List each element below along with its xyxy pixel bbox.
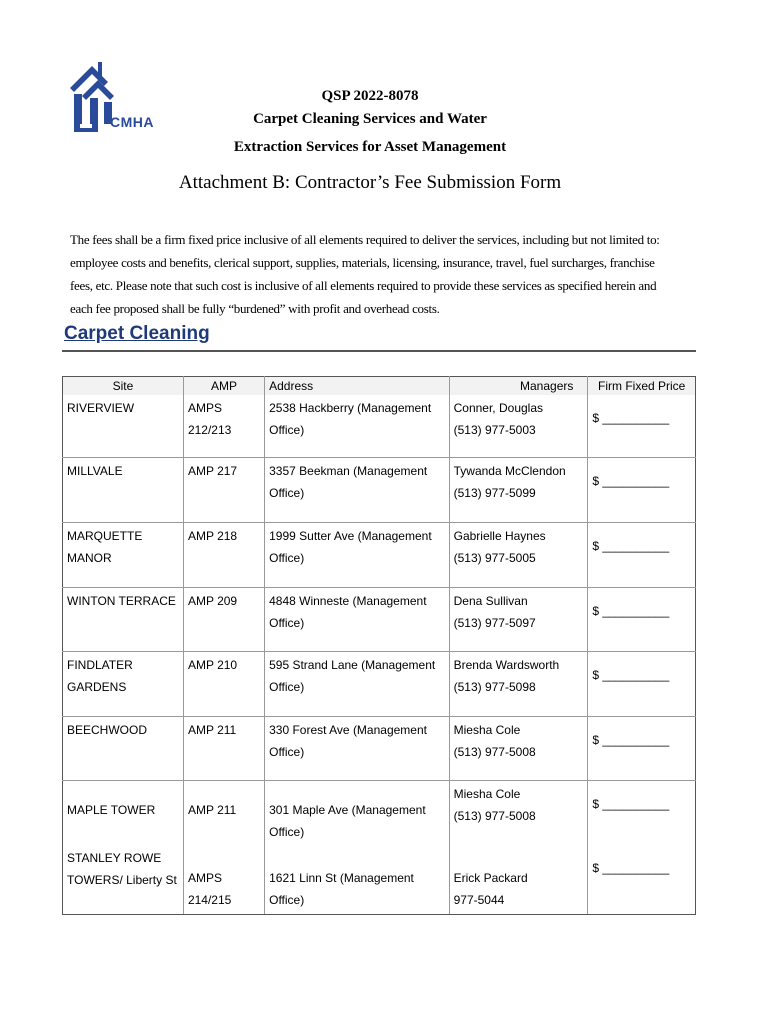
cell-address: 4848 Winneste (Management Office): [265, 587, 450, 651]
manager-phone: (513) 977-5099: [453, 485, 536, 500]
cell-site: WINTON TERRACE: [63, 587, 184, 651]
cell-site: STANLEY ROWE TOWERS/ Liberty St: [63, 845, 184, 915]
manager-name: Dena Sullivan: [453, 593, 528, 608]
cell-address: 1999 Sutter Ave (Management Office): [265, 522, 450, 587]
price-blank[interactable]: $ __________: [592, 667, 670, 682]
price-blank[interactable]: $ __________: [592, 411, 670, 425]
cell-manager: [449, 780, 588, 845]
table-row: [63, 457, 696, 522]
manager-phone: (513) 977-5003: [453, 423, 536, 437]
cell-manager: [449, 522, 588, 587]
title-line-2: Extraction Services for Asset Management: [233, 139, 507, 155]
cell-amp: AMP 211: [183, 780, 264, 845]
logo-text: CMHA: [110, 114, 154, 130]
manager-phone: (513) 977-5098: [453, 679, 536, 694]
cell-price[interactable]: [588, 845, 696, 915]
cell-manager: [449, 845, 588, 915]
qsp-number: QSP 2022-8078: [321, 88, 419, 104]
manager-phone: (513) 977-5008: [453, 808, 536, 823]
cell-price[interactable]: [588, 587, 696, 651]
section-divider: [62, 350, 696, 352]
table-row: [63, 845, 696, 915]
price-blank[interactable]: $ __________: [592, 732, 670, 747]
manager-name: Brenda Wardsworth: [453, 657, 560, 672]
cell-address: 2538 Hackberry (Management Office): [265, 395, 450, 457]
cell-address: 3357 Beekman (Management Office): [265, 457, 450, 522]
section-title: Carpet Cleaning: [64, 323, 210, 344]
intro-paragraph: The fees shall be a firm fixed price inclusive of all elements required to deliver the services, including but not limited to: employee costs and benefits, clerical support, supplies, materials, licensing, insurance, travel, fuel surcharges, franchise fees, etc. Please note that such cost is inclusive of all elements required to provide these services as specified herein and each fee proposed shall be fully “burdened” with profit and overhead costs.: [70, 232, 660, 316]
cell-address: 595 Strand Lane (Management Office): [265, 651, 450, 716]
price-blank[interactable]: $ __________: [592, 603, 670, 618]
manager-name: Miesha Cole: [453, 786, 521, 801]
manager-phone: (513) 977-5008: [453, 744, 536, 759]
attachment-title: Attachment B: Contractor’s Fee Submission Form: [178, 172, 562, 193]
cell-price[interactable]: [588, 651, 696, 716]
price-blank[interactable]: $ __________: [592, 860, 670, 875]
cell-manager: [449, 457, 588, 522]
cell-price[interactable]: [588, 457, 696, 522]
cell-amp: AMP 209: [183, 587, 264, 651]
cell-amp: AMP 211: [183, 716, 264, 780]
price-blank[interactable]: $ __________: [592, 796, 670, 811]
cell-address: 301 Maple Ave (Management Office): [265, 780, 450, 845]
manager-phone: (513) 977-5005: [453, 550, 536, 565]
title-line-1: Carpet Cleaning Services and Water: [253, 111, 487, 127]
cell-site: MARQUETTE MANOR: [63, 522, 184, 587]
price-blank[interactable]: $ __________: [592, 473, 670, 488]
cell-price[interactable]: [588, 395, 696, 457]
cell-site: RIVERVIEW: [63, 395, 184, 457]
cell-manager: [449, 651, 588, 716]
cell-address: 1621 Linn St (Management Office): [265, 845, 450, 915]
manager-phone: (513) 977-5097: [453, 615, 536, 630]
cell-site: MILLVALE: [63, 457, 184, 522]
fee-table: [62, 376, 696, 915]
cell-price[interactable]: [588, 780, 696, 845]
cell-site: FINDLATER GARDENS: [63, 651, 184, 716]
header-amp: AMP: [183, 377, 264, 396]
manager-name: Miesha Cole: [453, 722, 521, 737]
table-row: [63, 780, 696, 845]
cell-amp: AMPS 214/215: [183, 845, 264, 915]
manager-name: Tywanda McClendon: [453, 463, 566, 478]
table-row: [63, 716, 696, 780]
manager-name: Conner, Douglas: [453, 401, 543, 415]
manager-name: Gabrielle Haynes: [453, 528, 546, 543]
header-address: Address: [265, 377, 450, 396]
cell-address: 330 Forest Ave (Management Office): [265, 716, 450, 780]
cell-site: MAPLE TOWER: [63, 780, 184, 845]
table-row: [63, 522, 696, 587]
cell-site: BEECHWOOD: [63, 716, 184, 780]
cell-price[interactable]: [588, 716, 696, 780]
header-managers: Managers: [449, 377, 588, 396]
cmha-logo: [68, 58, 160, 136]
cell-amp: AMPS 212/213: [183, 395, 264, 457]
cell-amp: AMP 217: [183, 457, 264, 522]
table-header-row: [63, 377, 696, 396]
price-blank[interactable]: $ __________: [592, 538, 670, 553]
cell-price[interactable]: [588, 522, 696, 587]
manager-name: Erick Packard: [453, 870, 528, 885]
header-site: Site: [63, 377, 184, 396]
table-row: [63, 587, 696, 651]
header-price: Firm Fixed Price: [598, 379, 686, 393]
table-row: [63, 395, 696, 457]
cell-amp: AMP 218: [183, 522, 264, 587]
manager-phone: 977-5044: [453, 892, 505, 907]
table-row: [63, 651, 696, 716]
cell-manager: [449, 716, 588, 780]
cell-amp: AMP 210: [183, 651, 264, 716]
cell-manager: [449, 587, 588, 651]
cell-manager: [449, 395, 588, 457]
